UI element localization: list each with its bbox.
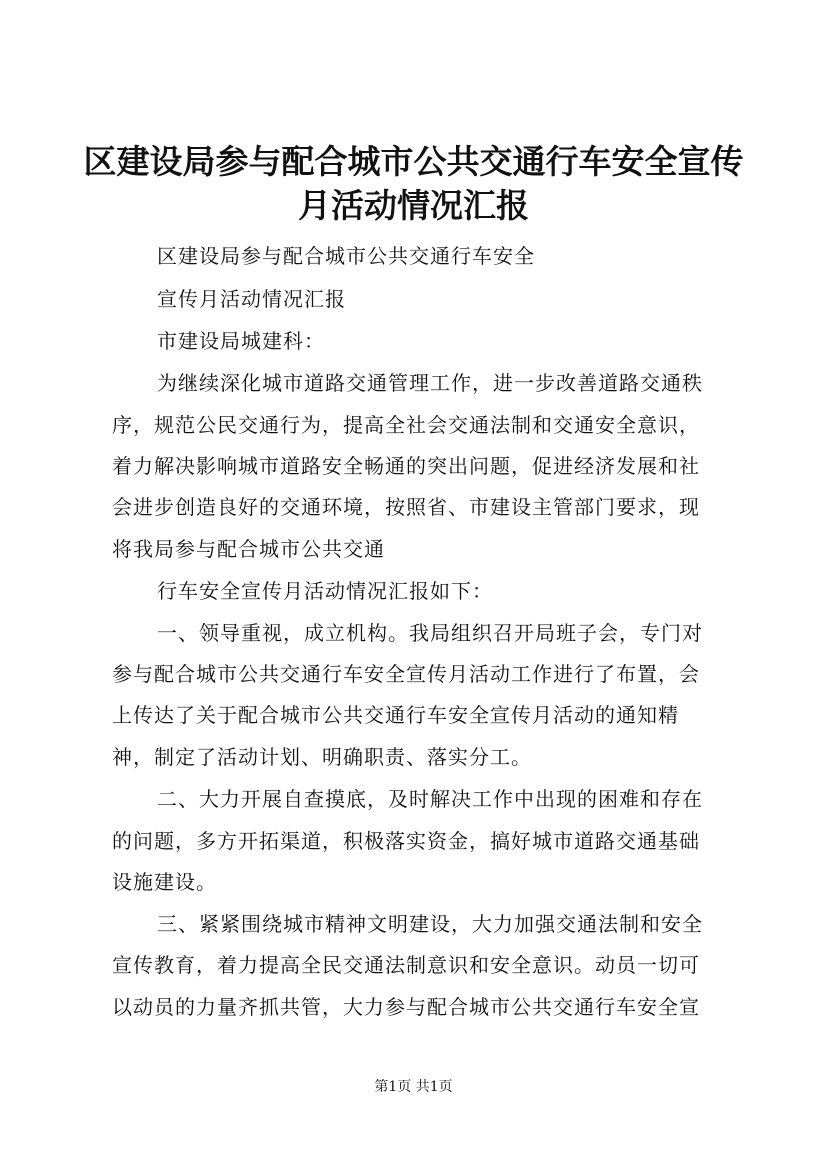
- body-line: 区建设局参与配合城市公共交通行车安全: [157, 244, 535, 268]
- paragraph-line: 上传达了关于配合城市公共交通行车安全宣传月活动的通知精: [112, 703, 679, 727]
- paragraph-line: 以动员的力量齐抓共管，大力参与配合城市公共交通行车安全宣: [112, 995, 700, 1019]
- page-footer: 第1页 共1页: [374, 1079, 453, 1095]
- paragraph-line: 为继续深化城市道路交通管理工作，进一步改善道路交通秩: [157, 371, 703, 395]
- paragraph-line: 三、紧紧围绕城市精神文明建设，大力加强交通法制和安全: [157, 912, 703, 936]
- paragraph-line: 参与配合城市公共交通行车安全宣传月活动工作进行了布置，会: [112, 662, 700, 686]
- paragraph-line: 一、领导重视，成立机构。我局组织召开局班子会，专门对: [157, 621, 703, 645]
- paragraph-line: 会进步创造良好的交通环境，按照省、市建设主管部门要求，现: [112, 495, 700, 519]
- title-line-1: 区建设局参与配合城市公共交通行车安全宣传: [83, 142, 744, 181]
- paragraph-line: 将我局参与配合城市公共交通: [112, 537, 385, 561]
- paragraph-line: 设施建设。: [112, 870, 217, 894]
- body-line: 宣传月活动情况汇报: [157, 287, 346, 311]
- salutation: 市建设局城建科：: [157, 329, 325, 353]
- paragraph-line: 二、大力开展自查摸底，及时解决工作中出现的困难和存在: [157, 787, 703, 811]
- document-title: [60, 140, 767, 228]
- paragraph-line: 的问题，多方开拓渠道，积极落实资金，搞好城市道路交通基础: [112, 829, 700, 853]
- paragraph-line: 神，制定了活动计划、明确职责、落实分工。: [112, 745, 532, 769]
- paragraph-line: 宣传教育，着力提高全民交通法制意识和安全意识。动员一切可: [112, 953, 700, 977]
- paragraph-line: 序，规范公民交通行为，提高全社会交通法制和交通安全意识，: [112, 413, 700, 437]
- paragraph-line: 行车安全宣传月活动情况汇报如下：: [157, 579, 493, 603]
- paragraph-line: 着力解决影响城市道路安全畅通的突出问题，促进经济发展和社: [112, 454, 700, 478]
- title-line-2: 月活动情况汇报: [298, 186, 529, 225]
